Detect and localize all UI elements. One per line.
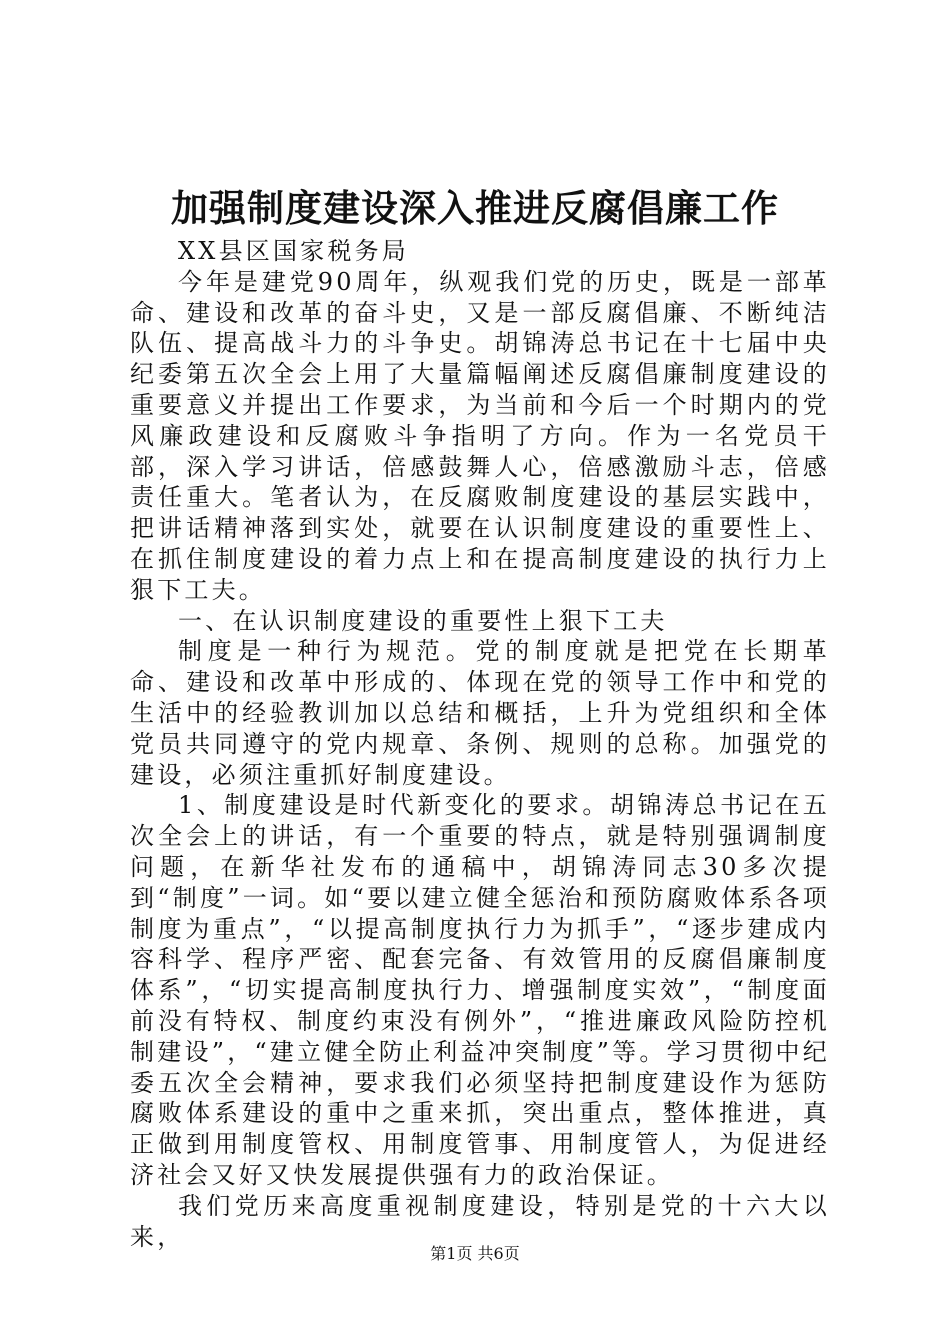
paragraph-point-1: 1、制度建设是时代新变化的要求。胡锦涛总书记在五次全会上的讲话，有一个重要的特点，就是特别强调制度问题，在新华社发布的通稿中，胡锦涛同志30多次提到“制度”一词。如“要以建立健全惩治和预防腐败体系各项制度为重点”，“以提高制度执行力为抓手”，“逐步建成内容科学、程序严密、配套完备、有效管用的反腐倡廉制度体系”，“切实提高制度执行力、增强制度实效”，“制度面前没有特权、制度约束没有例外”，“推进廉政风险防控机制建设”，“建立健全防止利益冲突制度”等。学习贯彻中纪委五次全会精神，要求我们必须坚持把制度建设作为惩防腐败体系建设的重中之重来抓，突出重点，整体推进，真正做到用制度管权、用制度管事、用制度管人，为促进经济社会又好又快发展提供强有力的政治保证。: [130, 791, 830, 1189]
paragraph-definition: 制度是一种行为规范。党的制度就是把党在长期革命、建设和改革中形成的、体现在党的领导工作中和党的生活中的经验教训加以总结和概括，上升为党组织和全体党员共同遵守的党内规章、条例、规则的总称。加强党的建设，必须注重抓好制度建设。: [130, 637, 830, 789]
page-number-footer: 第1页 共6页: [430, 1244, 520, 1263]
document-body: [130, 236, 830, 1252]
section-heading-1: 一、在认识制度建设的重要性上狠下工夫: [178, 606, 668, 635]
paragraph-intro: 今年是建党90周年，纵观我们党的历史，既是一部革命、建设和改革的奋斗史，又是一部反腐倡廉、不断纯洁队伍、提高战斗力的斗争史。胡锦涛总书记在十七届中央纪委第五次全会上用了大量篇幅阐述反腐倡廉制度建设的重要意义并提出工作要求，为当前和今后一个时期内的党风廉政建设和反腐败斗争指明了方向。作为一名党员干部，深入学习讲话，倍感鼓舞人心，倍感激励斗志，倍感责任重大。笔者认为，在反腐败制度建设的基层实践中，把讲话精神落到实处，就要在认识制度建设的重要性上、在抓住制度建设的着力点上和在提高制度建设的执行力上狠下工夫。: [130, 267, 830, 604]
paragraph-continuation: 我们党历来高度重视制度建设，特别是党的十六大以来，: [130, 1191, 830, 1251]
author-line: XX县区国家税务局: [178, 237, 409, 265]
document-title: 加强制度建设深入推进反腐倡廉工作: [171, 186, 779, 230]
